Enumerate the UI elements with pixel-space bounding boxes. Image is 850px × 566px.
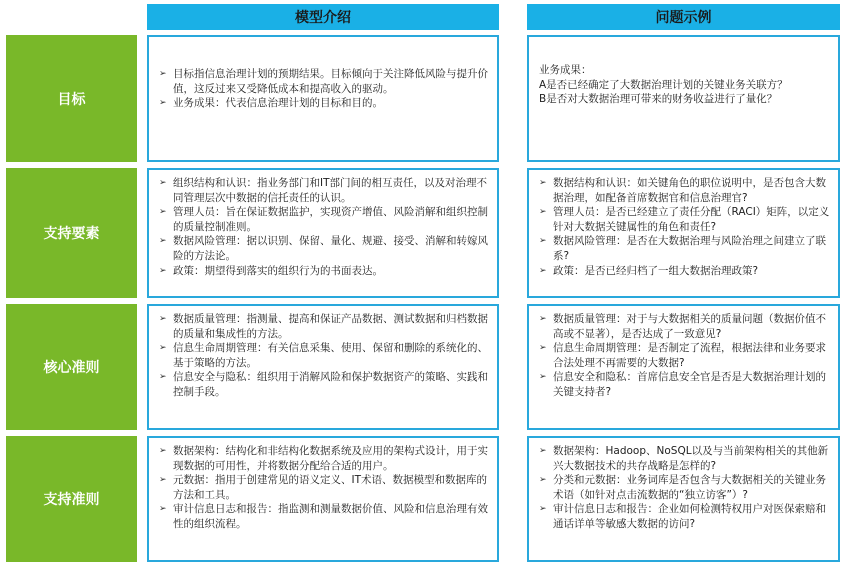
arrow-bullet-icon: ➢ (159, 372, 167, 383)
row-label-goal: 目标 (6, 35, 137, 162)
arrow-bullet-icon: ➢ (159, 314, 167, 324)
list-item: ➢ 信息生命周期管理：有关信息采集、使用、保留和删除的系统化的、基于策略的方法。 (159, 342, 488, 369)
list-item: ➢ 审计信息日志和报告：指监测和测量数据价值、风险和信息治理有效性的组织流程。 (159, 503, 488, 530)
goal-model-cell (147, 35, 499, 162)
list-item: ➢ 管理人员：旨在保证数据监护，实现资产增值、风险消解和组织控制的质量控制准则。 (159, 206, 488, 233)
supporting-model-cell (147, 436, 499, 562)
arrow-bullet-icon: ➢ (539, 314, 547, 324)
arrow-bullet-icon: ➢ (539, 265, 547, 276)
arrow-bullet-icon: ➢ (159, 475, 167, 486)
arrow-bullet-icon: ➢ (539, 236, 547, 247)
arrow-bullet-icon: ➢ (159, 98, 167, 109)
row-label-core-disciplines: 核心准则 (6, 304, 137, 430)
enablers-model-cell (147, 168, 499, 298)
row-label-enablers: 支持要素 (6, 168, 137, 298)
arrow-bullet-icon: ➢ (539, 372, 547, 383)
arrow-bullet-icon: ➢ (159, 504, 167, 515)
list-item: ➢ 目标指信息治理计划的预期结果。目标倾向于关注降低风险与提升价值，这反过来又受降低成本和提高收入的驱动。 (159, 68, 488, 95)
list-item: ➢ 数据结构和认识：如关键角色的职位说明中，是否包含大数据治理，如配备首席数据官和信息治理官? (539, 177, 826, 204)
list-item: ➢ 组织结构和认识：指业务部门和IT部门间的相互责任，以及对治理不同管理层次中数据的信托责任的认识。 (159, 177, 488, 204)
arrow-bullet-icon: ➢ (539, 504, 547, 515)
list-item: ➢ 审计信息日志和报告：企业如何检测特权用户对医保索赔和通话详单等敏感大数据的访问? (539, 503, 826, 530)
arrow-bullet-icon: ➢ (539, 343, 547, 354)
list-item: ➢ 管理人员：是否已经建立了责任分配（RACI）矩阵，以定义针对大数据关键属性的角色和责任? (539, 206, 830, 233)
arrow-bullet-icon: ➢ (539, 178, 547, 188)
arrow-bullet-icon: ➢ (159, 178, 167, 188)
arrow-bullet-icon: ➢ (159, 236, 167, 247)
list-item: ➢ 数据质量管理：对于与大数据相关的质量问题（数据价值不高或不显著），是否达成了一致意见? (539, 313, 826, 340)
core-model-cell (147, 304, 499, 430)
arrow-bullet-icon: ➢ (159, 343, 167, 354)
text-line: A是否已经确定了大数据治理计划的关键业务关联方？ (539, 78, 788, 91)
list-item: ➢ 数据风险管理：是否在大数据治理与风险治理之间建立了联系? (539, 235, 826, 262)
list-item: ➢ 信息安全和隐私：首席信息安全官是否是大数据治理计划的关键支持者? (539, 371, 826, 398)
arrow-bullet-icon: ➢ (539, 207, 547, 218)
arrow-bullet-icon: ➢ (159, 207, 167, 218)
list-item: ➢ 政策：是否已经归档了一组大数据治理政策? (539, 264, 759, 277)
list-item: ➢ 数据架构：结构化和非结构化数据系统及应用的架构式设计，用于实现数据的可用性，并将数据分配给合适的用户。 (159, 445, 488, 472)
model-intro-header: 模型介绍 (147, 4, 499, 30)
core-example-cell (527, 304, 840, 430)
row-label-supporting-disciplines: 支持准则 (6, 436, 137, 562)
text-line: B是否对大数据治理可带来的财务收益进行了量化？ (539, 93, 778, 106)
text-line: 业务成果： (539, 64, 592, 76)
list-item: ➢ 元数据：指用于创建常见的语义定义、IT术语、数据模型和数据库的方法和工具。 (159, 474, 488, 501)
arrow-bullet-icon: ➢ (159, 69, 167, 79)
list-item: ➢ 数据质量管理：指测量、提高和保证产品数据、测试数据和归档数据的质量和集成性的方法。 (159, 313, 488, 340)
goal-example-cell (527, 35, 840, 162)
enablers-example-cell (527, 168, 840, 298)
arrow-bullet-icon: ➢ (159, 265, 167, 276)
list-item: ➢ 信息安全与隐私：组织用于消解风险和保护数据资产的策略、实践和控制手段。 (159, 371, 488, 398)
list-item: ➢ 业务成果：代表信息治理计划的目标和目的。 (159, 97, 383, 110)
list-item: ➢ 政策：期望得到落实的组织行为的书面表达。 (159, 264, 383, 277)
question-example-header: 问题示例 (527, 4, 840, 30)
list-item: ➢ 数据风险管理：据以识别、保留、量化、规避、接受、消解和转嫁风险的方法论。 (159, 235, 488, 262)
arrow-bullet-icon: ➢ (539, 475, 547, 486)
list-item: ➢ 信息生命周期管理：是否制定了流程，根据法律和业务要求合法处理不再需要的大数据? (539, 342, 826, 369)
list-item: ➢ 分类和元数据：业务词库是否包含与大数据相关的关键业务术语（如针对点击流数据的“独立访客”）? (539, 474, 826, 501)
supporting-example-cell (527, 436, 840, 562)
arrow-bullet-icon: ➢ (539, 446, 547, 456)
arrow-bullet-icon: ➢ (159, 446, 167, 456)
list-item: ➢ 数据架构：Hadoop、NoSQL以及与当前架构相关的其他新兴大数据技术的共存战略是怎样的? (539, 445, 829, 472)
